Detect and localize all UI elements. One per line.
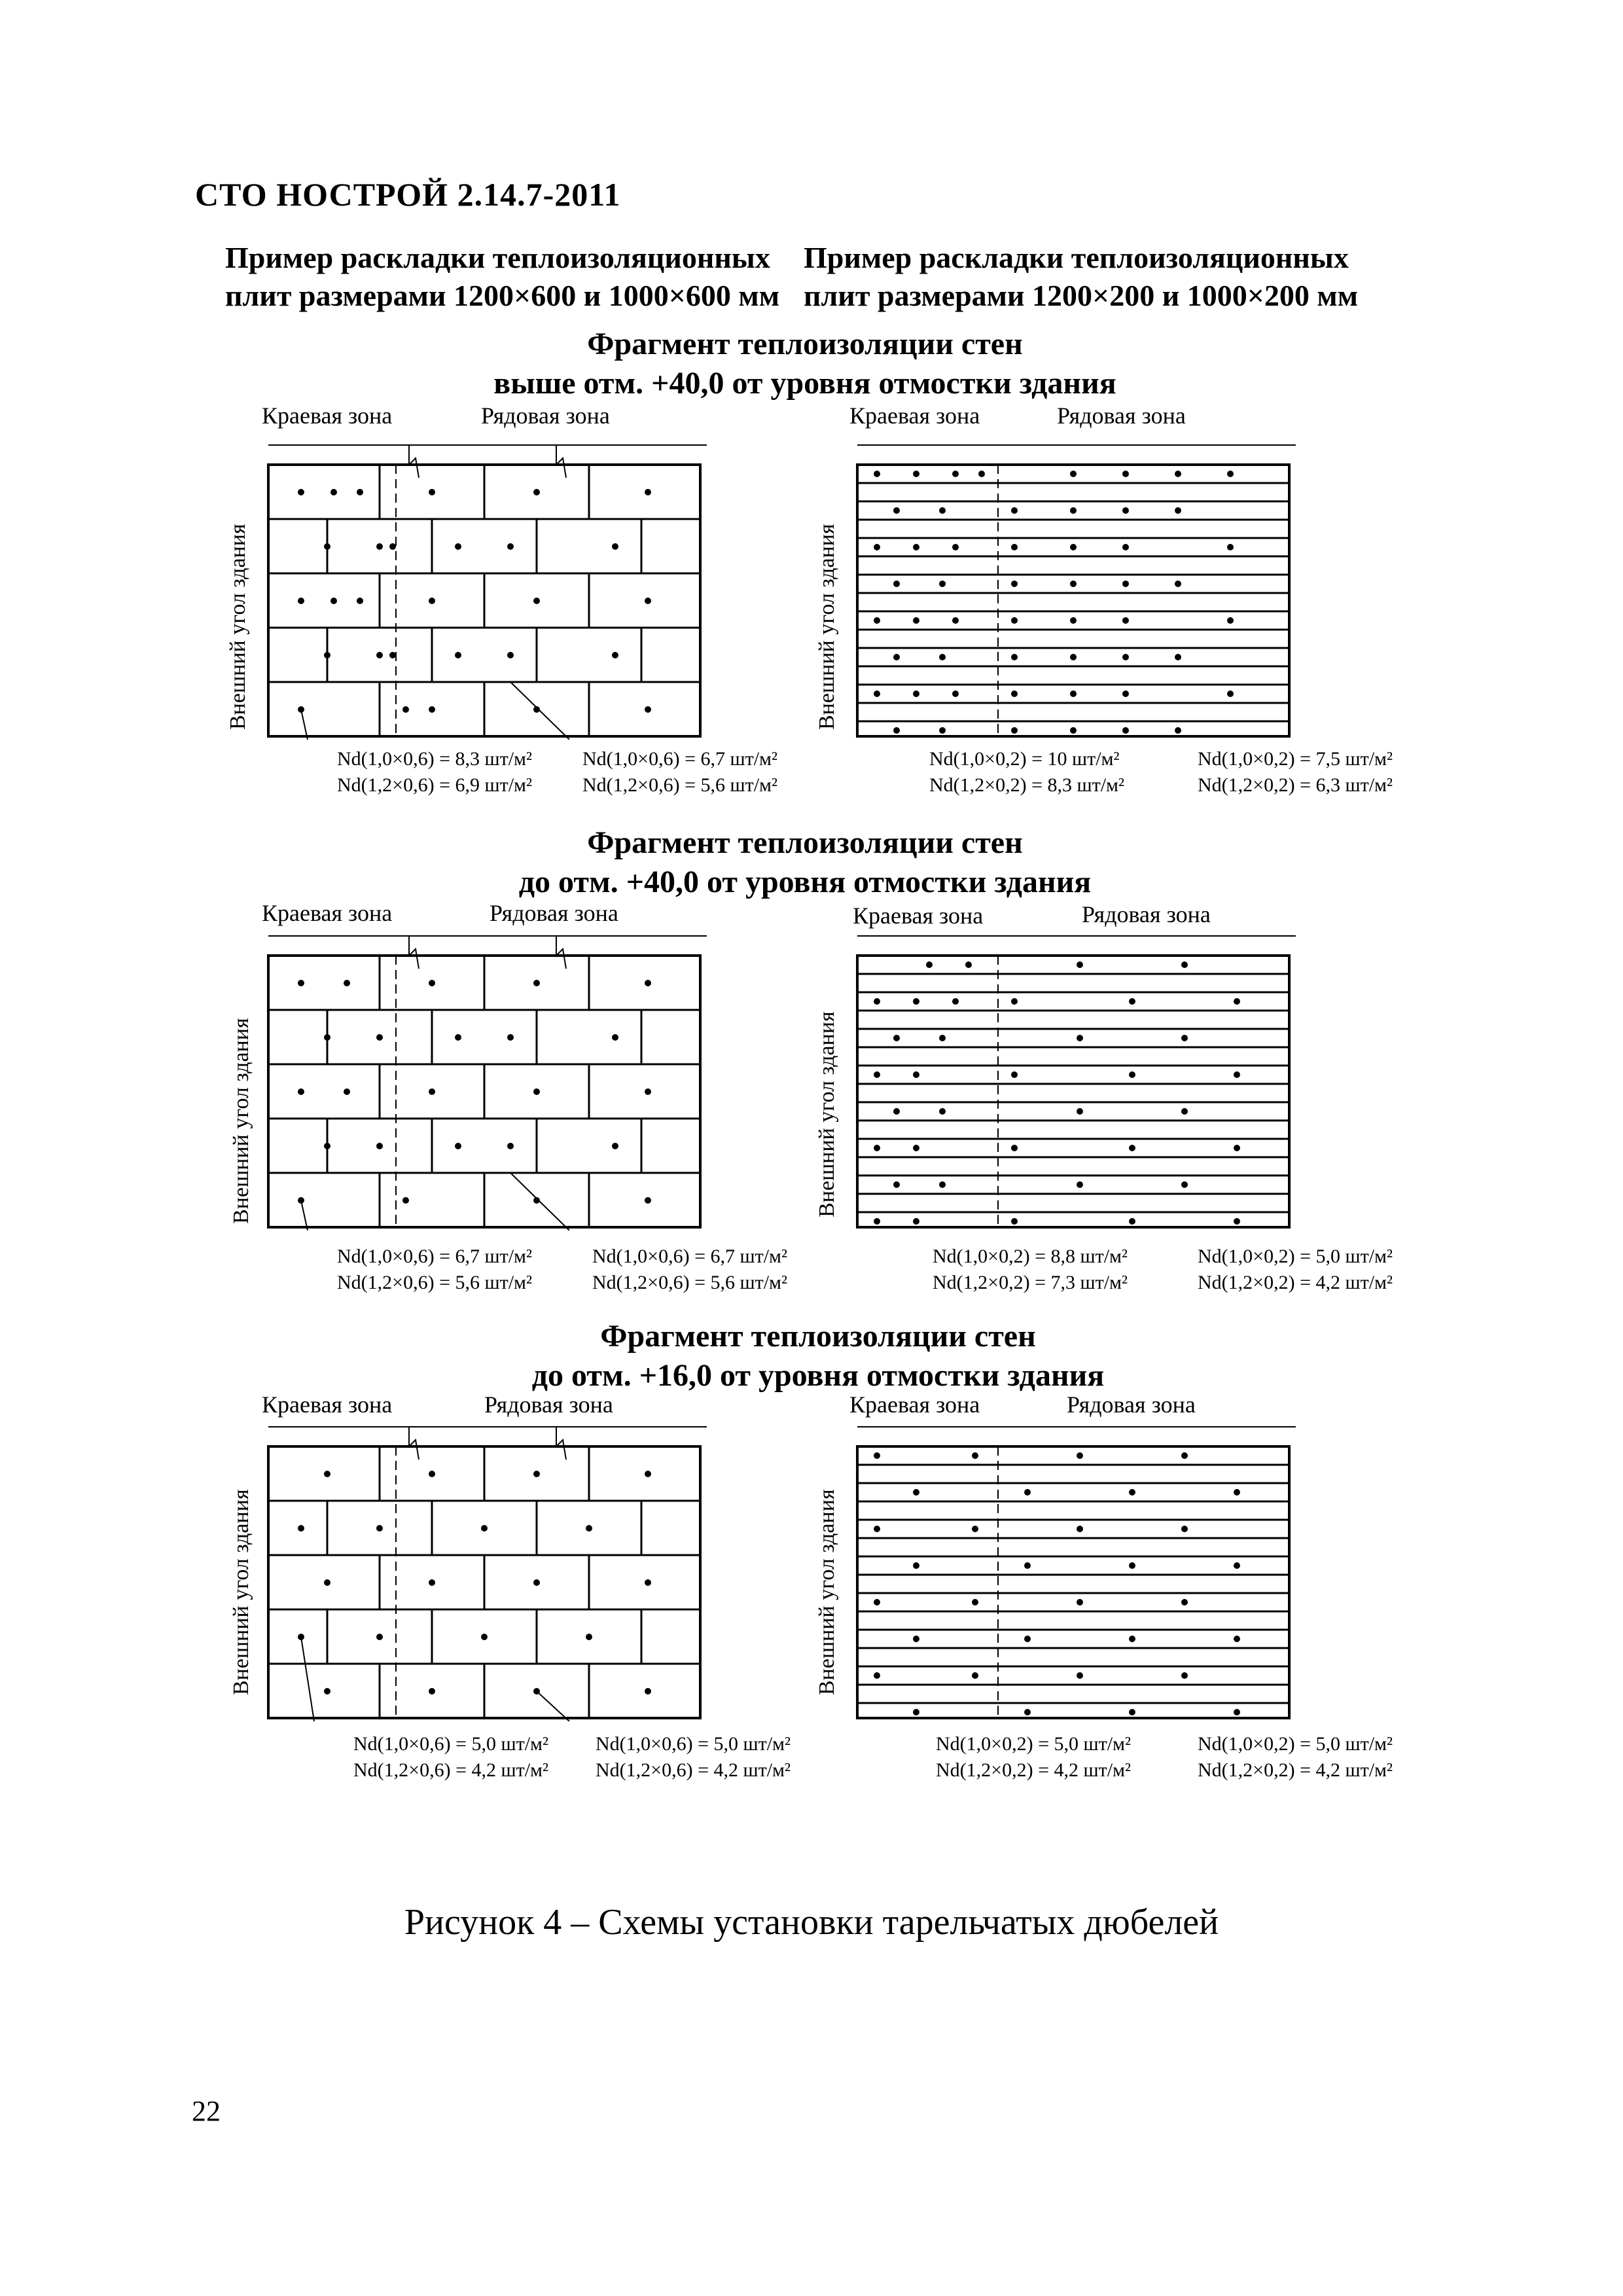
s3-right-plate-grid: [851, 1420, 1309, 1721]
s3-left-row-zone-label: Рядовая зона: [484, 1391, 613, 1418]
s1-right-row-formula-1: Nd(1,0×0,2) = 7,5 шт/м²: [1198, 748, 1393, 770]
s3-right-row-formula-2: Nd(1,2×0,2) = 4,2 шт/м²: [1198, 1759, 1393, 1781]
s2-left-edge-zone-label: Краевая зона: [262, 900, 393, 926]
section-1-title-line1: Фрагмент теплоизоляции стен: [587, 327, 1023, 361]
figure-caption: Рисунок 4 – Схемы установки тарельчатых дюбелей: [404, 1902, 1219, 1943]
left-title-line1: Пример раскладки теплоизоляционных: [225, 241, 770, 274]
section-2-title: [380, 823, 1230, 902]
s3-right-edge-formula-1: Nd(1,0×0,2) = 5,0 шт/м²: [936, 1733, 1132, 1755]
section-3-title-line1: Фрагмент теплоизоляции стен: [600, 1319, 1036, 1354]
document-header: СТО НОСТРОЙ 2.14.7-2011: [195, 176, 621, 213]
right-title-line2: плит размерами 1200×200 и 1000×200 мм: [804, 279, 1359, 312]
s1-left-corner-label: Внешний угол здания: [226, 524, 250, 730]
section-3-title-line2: до отм. +16,0 от уровня отмостки здания: [531, 1358, 1105, 1393]
s2-right-row-formula-1: Nd(1,0×0,2) = 5,0 шт/м²: [1198, 1246, 1393, 1267]
s1-left-edge-formula-2: Nd(1,2×0,6) = 6,9 шт/м²: [337, 774, 533, 796]
s3-left-corner-label: Внешний угол здания: [229, 1489, 253, 1695]
s3-left-edge-formula-2: Nd(1,2×0,6) = 4,2 шт/м²: [353, 1759, 549, 1781]
s2-left-plate-grid: [262, 929, 720, 1230]
s3-left-edge-formula: [353, 1731, 548, 1784]
s3-right-corner-label: Внешний угол здания: [815, 1489, 839, 1695]
s2-right-edge-zone-label: Краевая зона: [853, 903, 984, 929]
s1-left-row-formula-2: Nd(1,2×0,6) = 5,6 шт/м²: [582, 774, 778, 796]
s1-left-row-formula: [582, 746, 777, 798]
s3-right-edge-zone-label: Краевая зона: [849, 1391, 980, 1418]
s2-left-edge-formula: [337, 1244, 532, 1296]
s3-right-row-formula: [1198, 1731, 1393, 1784]
s1-right-row-formula: [1198, 746, 1393, 798]
s3-right-row-formula-1: Nd(1,0×0,2) = 5,0 шт/м²: [1198, 1733, 1393, 1755]
s3-left-edge-zone-label: Краевая зона: [262, 1391, 393, 1418]
s1-right-edge-formula-1: Nd(1,0×0,2) = 10 шт/м²: [929, 748, 1120, 770]
s3-left-plate-grid: [262, 1420, 720, 1721]
s1-left-edge-formula-1: Nd(1,0×0,6) = 8,3 шт/м²: [337, 748, 533, 770]
section-2-title-line1: Фрагмент теплоизоляции стен: [587, 825, 1023, 860]
s3-right-row-zone-label: Рядовая зона: [1067, 1391, 1196, 1418]
right-title-line1: Пример раскладки теплоизоляционных: [804, 241, 1349, 274]
s1-left-plate-grid: [262, 439, 720, 740]
s2-right-edge-formula-1: Nd(1,0×0,2) = 8,8 шт/м²: [933, 1246, 1128, 1267]
s2-left-row-formula-2: Nd(1,2×0,6) = 5,6 шт/м²: [592, 1272, 788, 1293]
section-2-title-line2: до отм. +40,0 от уровня отмостки здания: [518, 865, 1092, 899]
s1-right-plate-grid: [851, 439, 1309, 740]
s3-left-edge-formula-1: Nd(1,0×0,6) = 5,0 шт/м²: [353, 1733, 549, 1755]
s1-right-edge-formula-2: Nd(1,2×0,2) = 8,3 шт/м²: [929, 774, 1125, 796]
right-column-title: [804, 239, 1358, 315]
s2-left-row-formula-1: Nd(1,0×0,6) = 6,7 шт/м²: [592, 1246, 788, 1267]
section-1-title-line2: выше отм. +40,0 от уровня отмостки здания: [493, 366, 1116, 401]
s2-right-row-zone-label: Рядовая зона: [1082, 901, 1211, 927]
s2-left-corner-label: Внешний угол здания: [229, 1018, 253, 1224]
s1-right-row-formula-2: Nd(1,2×0,2) = 6,3 шт/м²: [1198, 774, 1393, 796]
s2-right-plate-grid: [851, 929, 1309, 1230]
s1-left-edge-zone-label: Краевая зона: [262, 403, 393, 429]
s1-right-row-zone-label: Рядовая зона: [1057, 403, 1186, 429]
s1-left-edge-formula: [337, 746, 532, 798]
s1-right-edge-zone-label: Краевая зона: [849, 403, 980, 429]
s2-left-edge-formula-2: Nd(1,2×0,6) = 5,6 шт/м²: [337, 1272, 533, 1293]
s2-right-corner-label: Внешний угол здания: [815, 1011, 839, 1217]
s1-right-edge-formula: [929, 746, 1124, 798]
s1-left-row-zone-label: Рядовая зона: [481, 403, 610, 429]
page-number: 22: [192, 2095, 221, 2127]
s2-left-edge-formula-1: Nd(1,0×0,6) = 6,7 шт/м²: [337, 1246, 533, 1267]
s1-left-row-formula-1: Nd(1,0×0,6) = 6,7 шт/м²: [582, 748, 778, 770]
left-column-title: [225, 239, 779, 315]
s2-right-edge-formula-2: Nd(1,2×0,2) = 7,3 шт/м²: [933, 1272, 1128, 1293]
s2-left-row-formula: [592, 1244, 787, 1296]
s3-left-row-formula-1: Nd(1,0×0,6) = 5,0 шт/м²: [596, 1733, 791, 1755]
s2-left-row-zone-label: Рядовая зона: [490, 900, 618, 926]
s2-right-row-formula: [1198, 1244, 1393, 1296]
section-3-title: [393, 1317, 1243, 1395]
left-title-line2: плит размерами 1200×600 и 1000×600 мм: [225, 279, 780, 312]
section-1-title: [380, 325, 1230, 403]
s1-right-corner-label: Внешний угол здания: [815, 524, 839, 730]
s3-left-row-formula-2: Nd(1,2×0,6) = 4,2 шт/м²: [596, 1759, 791, 1781]
s2-right-edge-formula: [933, 1244, 1128, 1296]
s2-right-row-formula-2: Nd(1,2×0,2) = 4,2 шт/м²: [1198, 1272, 1393, 1293]
s3-left-row-formula: [596, 1731, 791, 1784]
s3-right-edge-formula-2: Nd(1,2×0,2) = 4,2 шт/м²: [936, 1759, 1132, 1781]
s3-right-edge-formula: [936, 1731, 1131, 1784]
